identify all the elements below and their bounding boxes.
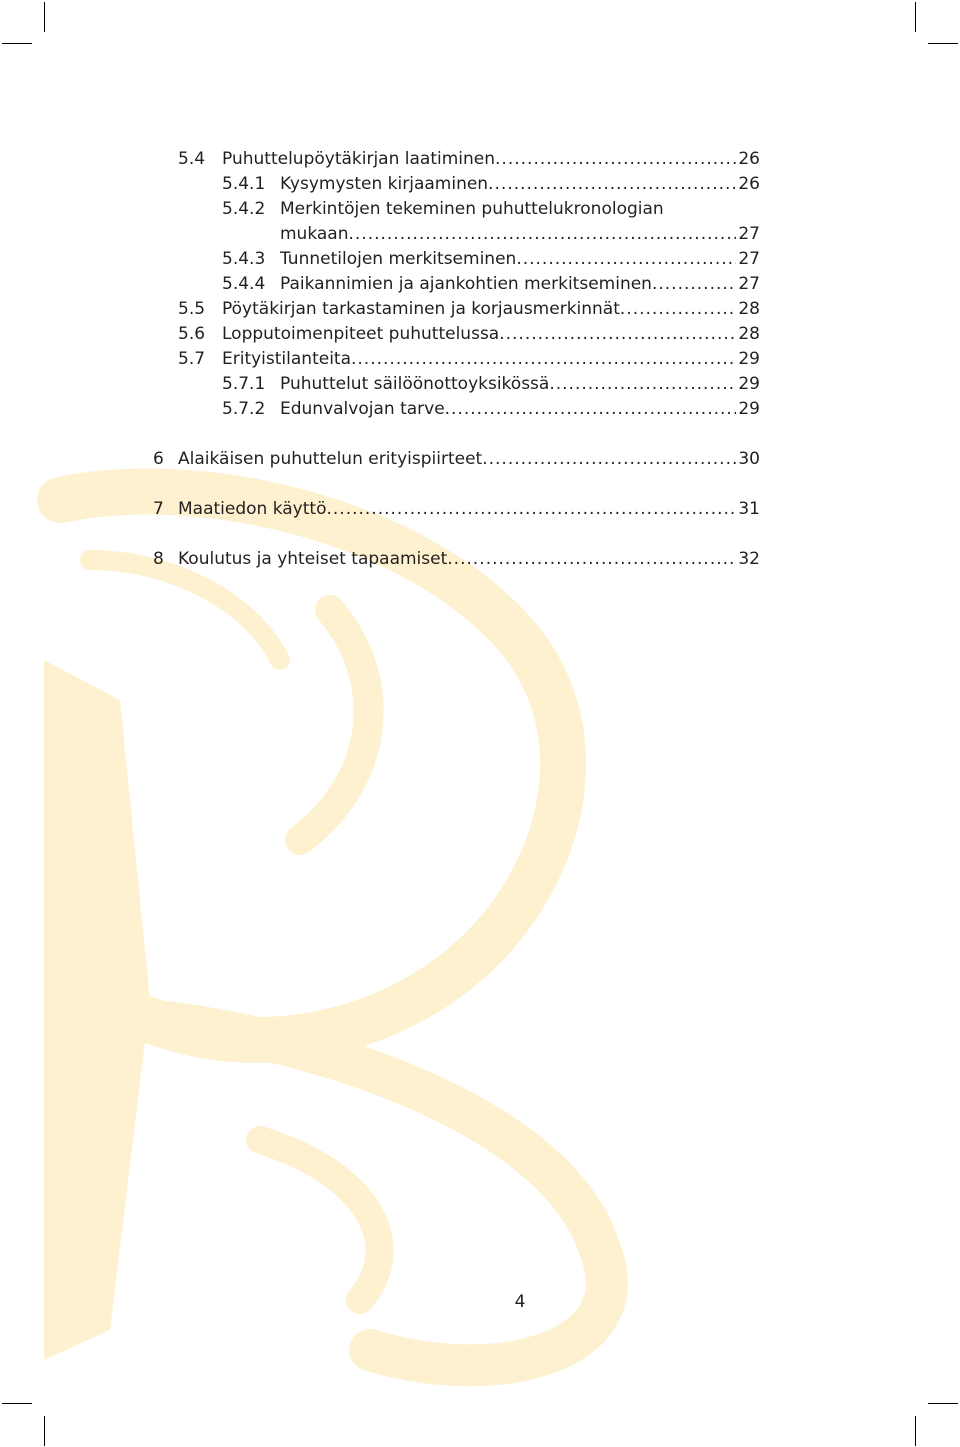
toc-entry-number: 6	[153, 449, 164, 469]
toc-leader-dots	[499, 323, 736, 345]
toc-entry-title: Alaikäisen puhuttelun erityispiirteet	[178, 449, 483, 469]
toc-leader-dots	[447, 548, 736, 570]
toc-entry-number: 5.4.3	[222, 249, 266, 269]
toc-entry	[0, 373, 960, 395]
toc-leader-dots	[516, 248, 736, 270]
toc-entry-title: Paikannimien ja ajankohtien merkitseminen	[280, 274, 652, 294]
toc-entry-title: Erityistilanteita	[222, 349, 351, 369]
toc-entry-number: 5.5	[178, 299, 206, 319]
toc-entry-page: 31	[738, 499, 760, 519]
toc-entry-title: Merkintöjen tekeminen puhuttelukronologian	[280, 199, 664, 219]
toc-entry	[0, 298, 960, 320]
toc-entry-number: 5.7	[178, 349, 206, 369]
toc-entry-number: 5.4.4	[222, 274, 266, 294]
toc-entry-page: 27	[738, 249, 760, 269]
toc-entry	[0, 548, 960, 570]
toc-entry-page: 26	[738, 149, 760, 169]
toc-entry-page: 27	[738, 224, 760, 244]
toc-leader-dots	[652, 273, 736, 295]
toc-entry-page: 28	[738, 299, 760, 319]
toc-entry	[0, 173, 960, 195]
toc-entry-title: Kysymysten kirjaaminen	[280, 174, 489, 194]
toc-leader-dots	[495, 148, 736, 170]
toc-entry-number: 5.6	[178, 324, 206, 344]
toc-entry-number: 5.4	[178, 149, 206, 169]
toc-entry-page: 26	[738, 174, 760, 194]
toc-entry-page: 29	[738, 349, 760, 369]
toc-entry-title: Puhuttelut säilöönottoyksikössä	[280, 374, 550, 394]
toc-entry	[0, 448, 960, 470]
toc-entry	[0, 148, 960, 170]
toc-entry-number: 5.7.2	[222, 399, 266, 419]
toc-entry	[0, 398, 960, 420]
toc-entry-title: mukaan	[280, 224, 349, 244]
toc-entry-title: Pöytäkirjan tarkastaminen ja korjausmerkinnät	[222, 299, 620, 319]
toc-leader-dots	[349, 223, 737, 245]
toc-entry-title: Maatiedon käyttö	[178, 499, 327, 519]
toc-leader-dots	[445, 398, 736, 420]
toc-entry	[0, 273, 960, 295]
toc-entry-page: 29	[738, 399, 760, 419]
toc-leader-dots	[326, 498, 736, 520]
toc-entry	[0, 198, 960, 220]
toc-leader-dots	[549, 373, 736, 395]
toc-entry-title: Tunnetilojen merkitseminen	[280, 249, 517, 269]
toc-entry-number: 8	[153, 549, 164, 569]
toc-entry	[0, 223, 960, 245]
toc-entry-title: Puhuttelupöytäkirjan laatiminen	[222, 149, 496, 169]
toc-entry-number: 5.7.1	[222, 374, 266, 394]
toc-leader-dots	[488, 173, 736, 195]
toc-entry	[0, 323, 960, 345]
toc-leader-dots	[482, 448, 736, 470]
page-number: 4	[514, 1292, 526, 1312]
toc-entry-number: 5.4.2	[222, 199, 266, 219]
toc-entry-page: 30	[738, 449, 760, 469]
toc-entry-page: 27	[738, 274, 760, 294]
toc-entry-page: 29	[738, 374, 760, 394]
toc-entry-title: Lopputoimenpiteet puhuttelussa	[222, 324, 500, 344]
toc-entry-number: 5.4.1	[222, 174, 266, 194]
toc-leader-dots	[620, 298, 736, 320]
toc-entry	[0, 248, 960, 270]
toc-leader-dots	[351, 348, 736, 370]
toc-entry-page: 28	[738, 324, 760, 344]
toc-entry-number: 7	[153, 499, 164, 519]
toc-entry-page: 32	[738, 549, 760, 569]
toc-entry	[0, 348, 960, 370]
toc-entry-title: Edunvalvojan tarve	[280, 399, 445, 419]
toc-entry	[0, 498, 960, 520]
toc-entry-title: Koulutus ja yhteiset tapaamiset	[178, 549, 448, 569]
